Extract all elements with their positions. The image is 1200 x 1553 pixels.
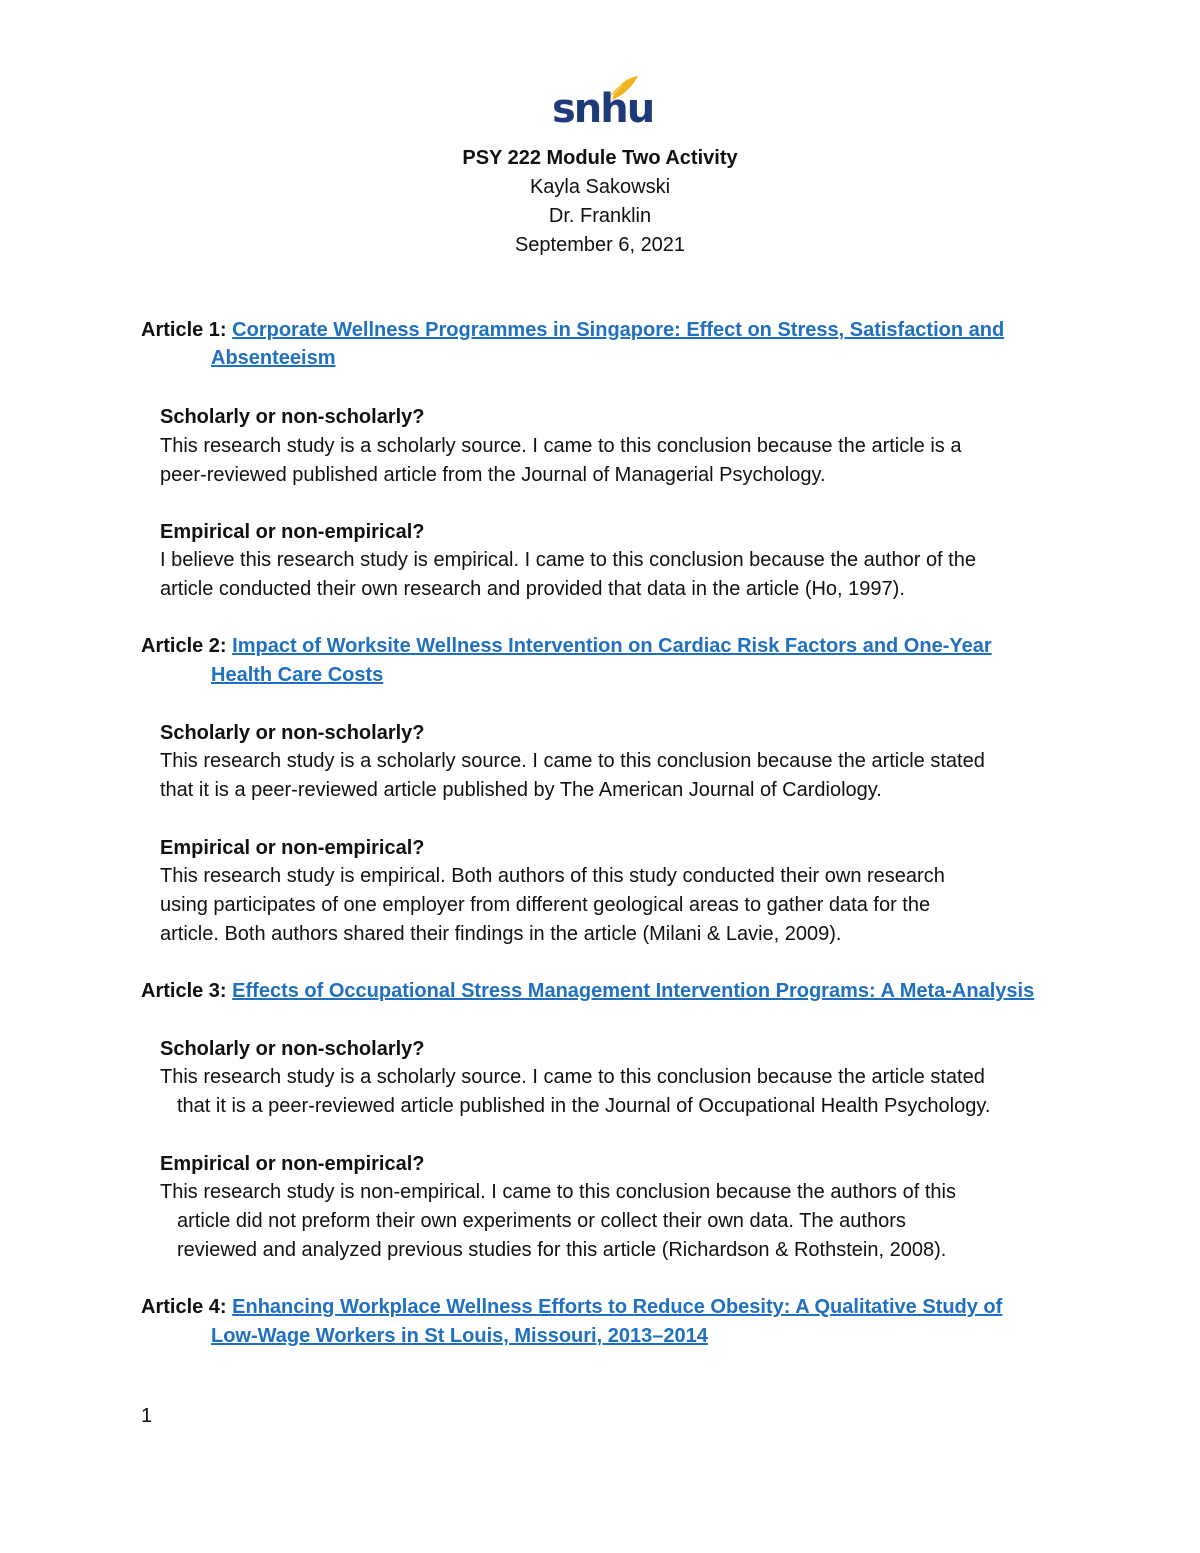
question-empirical: Empirical or non-empirical? — [160, 1153, 425, 1175]
article-2-link[interactable]: Impact of Worksite Wellness Intervention on Cardiac Risk Factors and One-Year — [232, 635, 992, 657]
article-1-link-cont[interactable]: Absenteeism — [211, 347, 336, 369]
question-scholarly: Scholarly or non-scholarly? — [160, 722, 425, 744]
article-1-link[interactable]: Corporate Wellness Programmes in Singapore: Effect on Stress, Satisfaction and — [232, 319, 1005, 341]
article-4-heading — [141, 1293, 1002, 1321]
question-empirical: Empirical or non-empirical? — [160, 521, 425, 543]
article-4-link[interactable]: Enhancing Workplace Wellness Efforts to Reduce Obesity: A Qualitative Study of — [232, 1296, 1003, 1318]
author-name: Kayla Sakowski — [529, 176, 671, 198]
answer-line: using participates of one employer from different geological areas to gather data for the — [160, 894, 931, 916]
article-2-heading-cont — [211, 661, 383, 689]
article-label: Article 2: — [141, 635, 227, 657]
snhu-logo — [552, 74, 654, 136]
article-1-heading-cont — [211, 344, 336, 372]
page-number: 1 — [141, 1405, 153, 1427]
article-label: Article 3: — [141, 980, 227, 1002]
article-2-heading — [141, 632, 992, 660]
document-header — [0, 144, 1200, 260]
article-3-heading — [141, 977, 1034, 1005]
article-label: Article 4: — [141, 1296, 227, 1318]
answer-line: This research study is non-empirical. I came to this conclusion because the authors of this — [160, 1181, 956, 1203]
article-label: Article 1: — [141, 319, 227, 341]
answer-line: article did not preform their own experiments or collect their own data. The authors — [177, 1210, 906, 1232]
question-empirical: Empirical or non-empirical? — [160, 837, 425, 859]
article-1-heading — [141, 316, 1004, 344]
answer-line: This research study is a scholarly source. I came to this conclusion because the article is a — [160, 435, 962, 457]
answer-line: peer-reviewed published article from the Journal of Managerial Psychology. — [160, 464, 826, 486]
answer-line: This research study is empirical. Both authors of this study conducted their own research — [160, 865, 945, 887]
answer-line: reviewed and analyzed previous studies for this article (Richardson & Rothstein, 2008). — [177, 1239, 947, 1261]
article-4-link-cont[interactable]: Low-Wage Workers in St Louis, Missouri, 2013–2014 — [211, 1325, 708, 1347]
answer-line: that it is a peer-reviewed article published by The American Journal of Cardiology. — [160, 779, 882, 801]
article-4-heading-cont — [211, 1322, 708, 1350]
logo-text: snhu — [552, 86, 654, 132]
answer-line: This research study is a scholarly source. I came to this conclusion because the article stated — [160, 1066, 985, 1088]
document-title: PSY 222 Module Two Activity — [462, 147, 738, 169]
answer-line: This research study is a scholarly source. I came to this conclusion because the article stated — [160, 750, 985, 772]
document-date: September 6, 2021 — [514, 234, 686, 256]
answer-line: article. Both authors shared their findings in the article (Milani & Lavie, 2009). — [160, 923, 842, 945]
answer-line: that it is a peer-reviewed article published in the Journal of Occupational Health Psychology. — [177, 1095, 991, 1117]
answer-line: article conducted their own research and provided that data in the article (Ho, 1997). — [160, 578, 905, 600]
answer-line: I believe this research study is empirical. I came to this conclusion because the author of the — [160, 549, 976, 571]
article-2-link-cont[interactable]: Health Care Costs — [211, 664, 384, 686]
question-scholarly: Scholarly or non-scholarly? — [160, 406, 425, 428]
instructor-name: Dr. Franklin — [548, 205, 652, 227]
article-3-link[interactable]: Effects of Occupational Stress Management Intervention Programs: A Meta-Analysis — [232, 980, 1035, 1002]
question-scholarly: Scholarly or non-scholarly? — [160, 1038, 425, 1060]
